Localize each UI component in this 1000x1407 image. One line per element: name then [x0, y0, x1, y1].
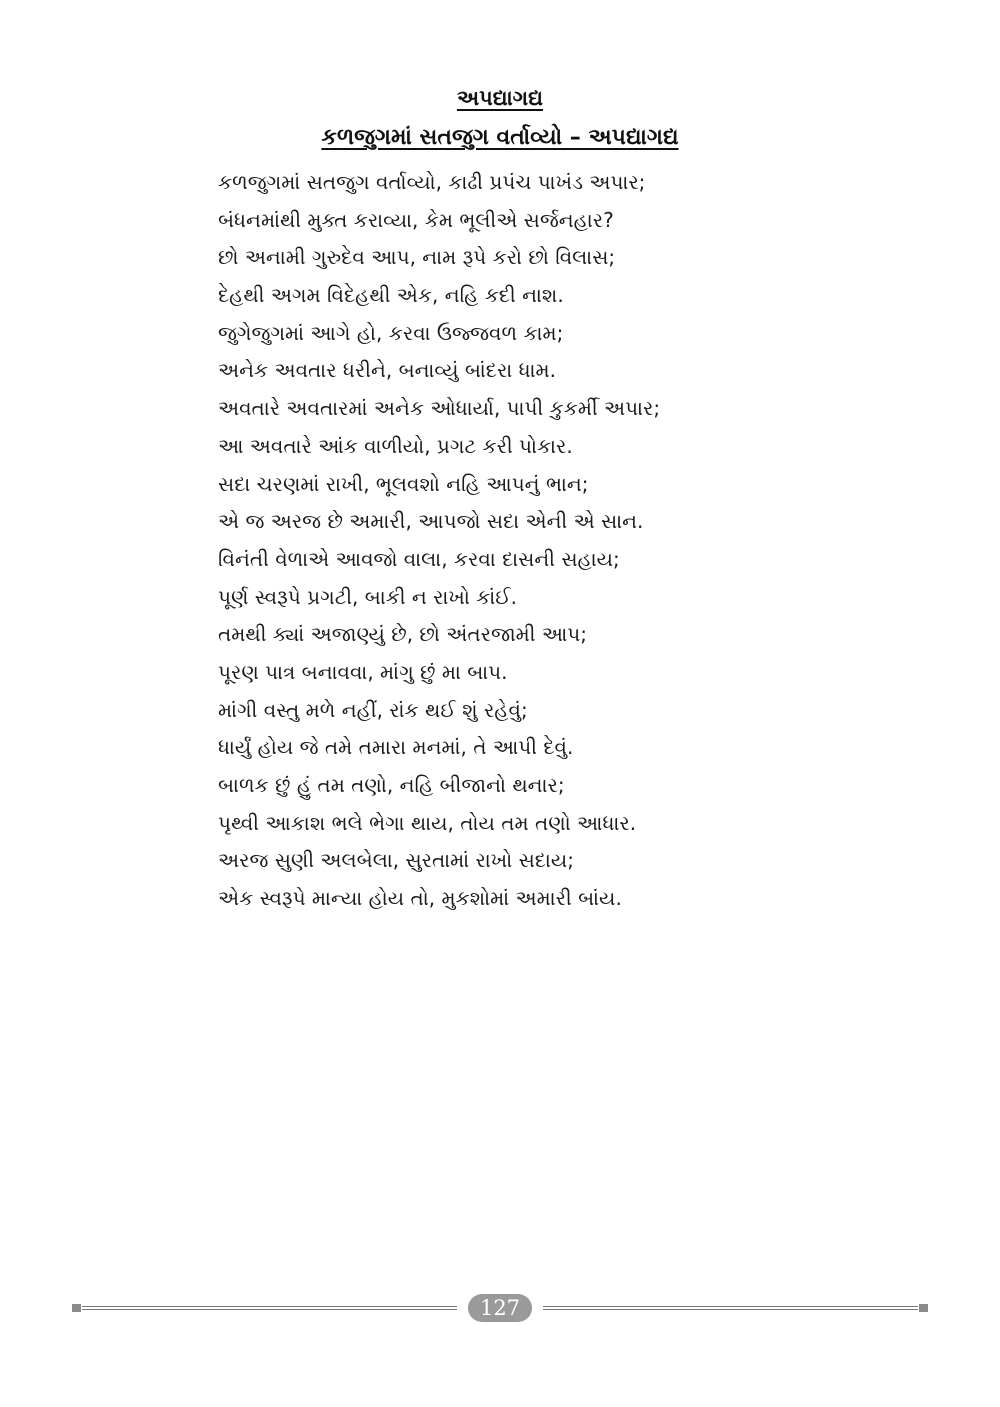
poem-line: અરજ સુણી અલબેલા, સુરતામાં રાખો સદાય; — [218, 848, 574, 873]
rule-end-cap — [919, 1304, 928, 1312]
footer-rule-left — [72, 1304, 467, 1312]
poem-line: અવતારે અવતારમાં અનેક ઓધાર્યા, પાપી કુકર્મી અપાર; — [218, 396, 661, 421]
poem-line: સદા ચરણમાં રાખી, ભૂલવશો નહિ આપનું ભાન; — [218, 471, 589, 496]
poem-title: કળજુગમાં સતજુગ વર્તાવ્યો – અપદ્યાગદ્ય — [321, 125, 679, 150]
poem-line: વિનંતી વેળાએ આવજો વાલા, કરવા દાસની સહાય; — [218, 546, 620, 571]
poem-line: પૂર્ણ સ્વરૂપે પ્રગટી, બાકી ન રાખો કાંઈ. — [218, 584, 518, 609]
poem-line: ધાર્યું હોય જે તમે તમારા મનમાં, તે આપી દેવું. — [218, 735, 574, 760]
poem-line: આ અવતારે આંક વાળીયો, પ્રગટ કરી પોકાર. — [218, 433, 573, 458]
poem-line: જુગેજુગમાં આગે હો, કરવા ઉજ્જવળ કામ; — [218, 320, 564, 345]
poem-line: કળજુગમાં સતજુગ વર્તાવ્યો, કાઢી પ્રપંચ પાખંડ અપાર; — [218, 170, 646, 194]
poem-line: પૃથ્વી આકાશ ભલે ભેગા થાય, તોય તમ તણો આધાર. — [218, 810, 637, 835]
double-line — [82, 1306, 457, 1310]
footer-rule-right — [533, 1304, 928, 1312]
poem-line: માંગી વસ્તુ મળે નહીં, રાંક થઈ શું રહેવું; — [218, 697, 528, 722]
poem-line: એક સ્વરૂપે માન્યા હોય તો, મુકશોમાં અમારી બાંય. — [218, 886, 622, 911]
double-line — [543, 1306, 918, 1310]
page-number-badge: 127 — [468, 1294, 532, 1322]
poem-line: દેહથી અગમ વિદેહથી એક, નહિ કદી નાશ. — [218, 283, 564, 308]
page-footer — [72, 1294, 928, 1322]
poem-line: અનેક અવતાર ધરીને, બનાવ્યું બાંદરા ધામ. — [218, 358, 556, 383]
poem-line: પૂરણ પાત્ર બનાવવા, માંગુ છું મા બાપ. — [218, 659, 508, 684]
rule-end-cap — [72, 1304, 81, 1312]
poem-body — [218, 164, 918, 918]
poem-line: બંધનમાંથી મુક્ત કરાવ્યા, કેમ ભૂલીએ સર્જનહાર? — [218, 207, 614, 232]
section-title: અપદ્યાગદ્ય — [456, 86, 544, 110]
poem-line: છો અનામી ગુરુદેવ આપ, નામ રૂપે કરો છો વિલાસ; — [218, 245, 616, 270]
poem-line: બાળક છું હું તમ તણો, નહિ બીજાનો થનાર; — [218, 773, 565, 797]
poem-line: તમથી ક્યાં અજાણ્યું છે, છો અંતરજામી આપ; — [218, 622, 588, 647]
poem-line: એ જ અરજ છે અમારી, આપજો સદા એની એ સાન. — [218, 509, 644, 534]
